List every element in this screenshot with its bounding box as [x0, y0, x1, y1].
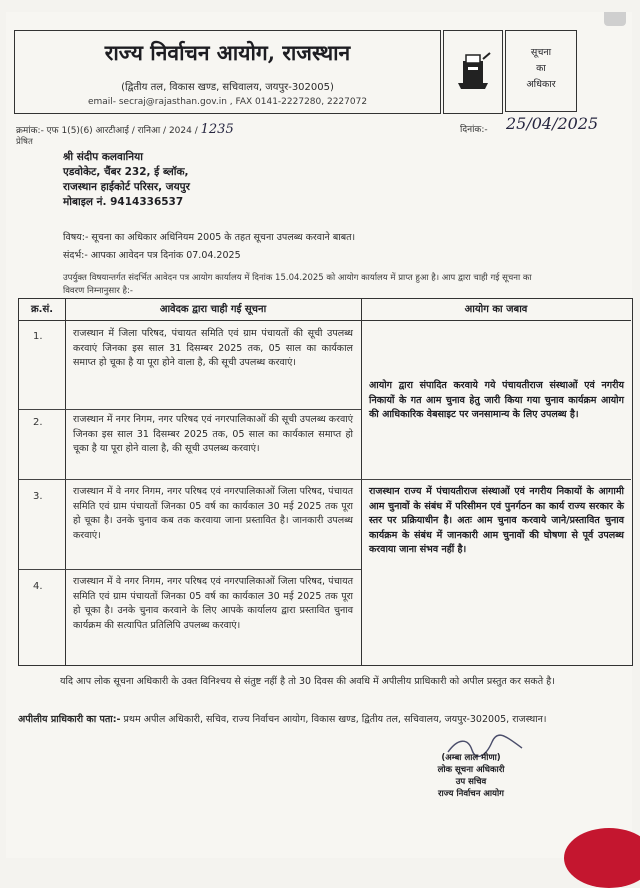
red-stamp-edge	[564, 828, 640, 888]
row-divider	[19, 479, 631, 480]
row-3-request: राजस्थान में वे नगर निगम, नगर परिषद एवं नगरपालिकाओं जिला परिषद, पंचायत समिति एवं ग्राम पंचायतों जिनका 05 वर्ष का कार्यकाल 30 मई 2025 तक पूरा हो चूका है। उनके चुनाव कब तक करवाया जाना प्रस्तावित है। जानकारी उपलब्ध करवाएं।	[73, 486, 353, 541]
org-contact: email- secraj@rajasthan.gov.in , FAX 0141-2227280, 2227072	[87, 97, 368, 107]
addressee-line-2: एडवोकेट, चैंबर 232, ई ब्लॉक,	[63, 166, 189, 178]
row-2-request: राजस्थान में नगर निगम, नगर परिषद एवं नगरपालिकाओं की सूची उपलब्ध करवाएं जिनका इस साल 31 दिसम्बर 2025 तक, 05 साल का कार्यकाल समाप्त हो चूका है या पूरा होने वाला है, की सूची उपलब्ध करवाएं।	[73, 414, 353, 454]
row-1-request: राजस्थान में जिला परिषद, पंचायत समिति एवं ग्राम पंचायतों की सूची उपलब्ध करवाएं जिनका इस साल 31 दिसम्बर 2025 तक, 05 साल का कार्यकाल समाप्त हो चूका है या पूरा होने वाला है, की सूची उपलब्ध करवाएं।	[73, 328, 353, 368]
org-title: राज्य निर्वाचन आयोग, राजस्थान	[104, 40, 351, 65]
col-header-request: आवेदक द्वारा चाही गई सूचना	[65, 299, 361, 321]
letterhead	[14, 30, 441, 114]
date-handwritten: 25/04/2025	[506, 114, 599, 133]
row-2-sn: 2.	[33, 417, 43, 428]
org-address: (द्वितीय तल, विकास खण्ड, सचिवालय, जयपुर-302005)	[121, 82, 334, 93]
addressee-block	[63, 150, 190, 210]
rti-line-3: अधिकार	[526, 79, 556, 90]
signatory-role: लोक सूचना अधिकारी	[437, 765, 505, 775]
scan-artifact	[604, 12, 626, 26]
ref-number: क्रमांक:- एफ 1(5)(6) आरटीआई / रानिआ / 2024 /	[16, 126, 198, 136]
col-header-reply: आयोग का जबाव	[361, 299, 631, 321]
ref-number-line	[16, 122, 234, 137]
ref-handwritten: 1235	[200, 122, 234, 137]
ballot-box-icon	[444, 31, 502, 113]
rti-line-2: का	[536, 63, 546, 74]
addressee-name: श्री संदीप कलवानिया	[63, 151, 143, 163]
appellate-authority	[18, 712, 618, 728]
reply-1-2: आयोग द्वारा संपादित करवाये गये पंचायतीराज संस्थाओं एवं नगरीय निकायों के गत आम चुनाव हेतु जारी किया गया चुनाव कार्यक्रम आयोग की आधिकारिक वेबसाइट पर जनसामान्य के लिए उपलब्ध है।	[369, 380, 624, 420]
signatory-designation: उप सचिव	[455, 777, 487, 787]
row-3-sn: 3.	[33, 491, 43, 502]
col-header-sn: क्र.सं.	[19, 299, 65, 321]
signature-block	[406, 752, 536, 800]
rti-line-1: सूचना	[530, 47, 552, 58]
reference-line: संदर्भ:- आपका आवेदन पत्र दिनांक 07.04.2025	[63, 250, 241, 261]
sent-label: प्रेषित	[16, 137, 33, 147]
row-1-sn: 1.	[33, 331, 43, 342]
rti-logo	[443, 30, 503, 114]
signatory-org: राज्य निर्वाचन आयोग	[438, 789, 504, 799]
addressee-line-3: राजस्थान हाईकोर्ट परिसर, जयपुर	[63, 181, 190, 193]
row-divider	[19, 409, 361, 410]
appeal-note: यदि आप लोक सूचना अधिकारी के उक्त विनिश्चय से संतुष्ट नहीं है तो 30 दिवस की अवधि में अपीलीय प्राधिकारी को अपील प्रस्तुत कर सकते है।	[60, 676, 555, 687]
row-4-request: राजस्थान में वे नगर निगम, नगर परिषद एवं नगरपालिकाओं जिला परिषद, पंचायत समिति एवं ग्राम पंचायतों जिनका 05 वर्ष का कार्यकाल 30 मई 2025 तक पूरा हो चूका है। उनके चुनाव करवाने के लिए आपके कार्यालय द्वारा प्रस्तावित चुनाव कार्यक्रम की सत्यापित प्रतिलिपि उपलब्ध करवाएं।	[73, 576, 353, 631]
addressee-mobile: मोबाइल नं. 9414336537	[63, 196, 184, 208]
column-divider	[361, 299, 362, 665]
reply-3-4: राजस्थान राज्य में पंचायतीराज संस्थाओं एवं नगरीय निकायों के आगामी आम चुनावों के संबंध में परिसीमन एवं पुनर्गठन का कार्य राज्य सरकार के स्तर पर प्रक्रियाधीन है। अतः आम चुनाव करवाये जाने/प्रस्तावित चुनाव कार्यक्रम के संबंध में जानकारी आम चुनावों की घोषणा से पूर्व उपलब्ध करवाया जाना संभव नहीं है।	[369, 486, 624, 555]
intro-paragraph: उपर्युक्त विषयान्तर्गत संदर्भित आवेदन पत्र आयोग कार्यालय में दिनांक 15.04.2025 को आयोग कार्यालय में प्राप्त हुआ है। आप द्वारा चाही गई सूचना का विवरण निम्नानुसार है:-	[63, 273, 532, 296]
appellate-label: अपीलीय प्राधिकारी का पता:-	[18, 714, 121, 725]
appellate-address: प्रथम अपील अधिकारी, सचिव, राज्य निर्वाचन आयोग, विकास खण्ड, द्वितीय तल, सचिवालय, जयपुर-302005, राजस्थान।	[123, 714, 547, 725]
date-label: दिनांक:-	[460, 125, 488, 135]
letter-page	[6, 12, 632, 858]
column-divider	[65, 299, 66, 665]
row-4-sn: 4.	[33, 581, 43, 592]
rti-label-box	[505, 30, 577, 112]
signatory-name: (अम्बा लाल मीणा)	[441, 753, 501, 763]
row-divider	[19, 569, 361, 570]
subject-line: विषय:- सूचना का अधिकार अधिनियम 2005 के तहत सूचना उपलब्ध करवाने बाबत।	[63, 232, 356, 243]
rti-table	[18, 298, 633, 666]
